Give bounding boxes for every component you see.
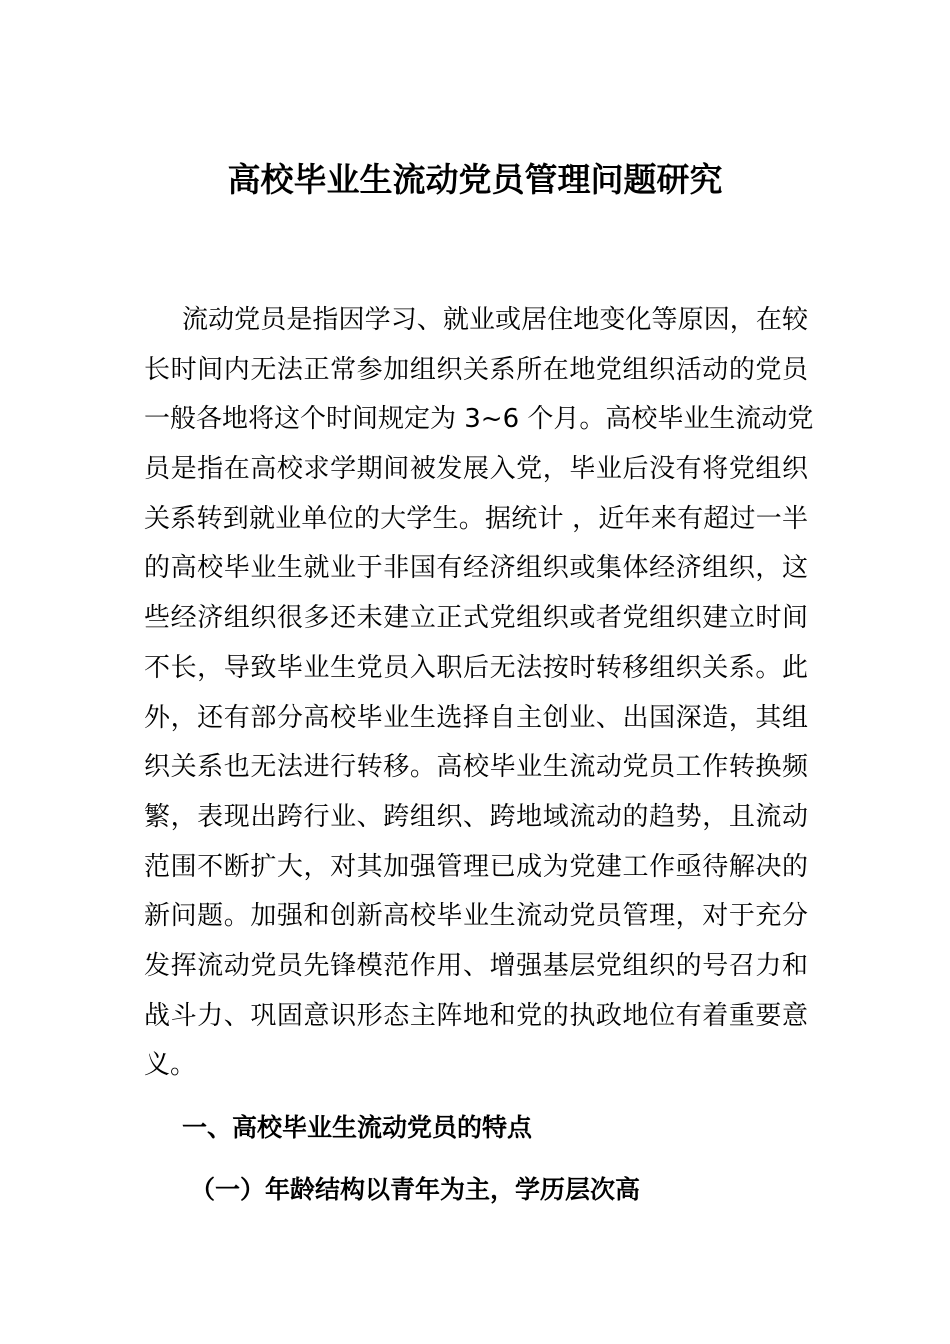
paragraph-line: 外，还有部分高校毕业生选择自主创业、出国深造，其组 <box>144 702 808 733</box>
paragraph-line: 不长，导致毕业生党员入职后无法按时转移组织关系。此 <box>144 652 808 683</box>
paragraph-line: 范围不断扩大，对其加强管理已成为党建工作亟待解决的 <box>144 851 808 882</box>
paragraph-line: 长时间内无法正常参加组织关系所在地党组织活动的党员 <box>144 354 808 385</box>
paragraph-line: 发挥流动党员先锋模范作用、增强基层党组织的号召力和 <box>144 950 808 981</box>
document-title: 高校毕业生流动党员管理问题研究 <box>227 160 723 199</box>
paragraph-line: 繁，表现出跨行业、跨组织、跨地域流动的趋势，且流动 <box>144 801 808 832</box>
paragraph-line: 战斗力、巩固意识形态主阵地和党的执政地位有着重要意 <box>144 1000 808 1031</box>
paragraph-line: 员是指在高校求学期间被发展入党，毕业后没有将党组织 <box>144 454 808 485</box>
paragraph-line: 义。 <box>144 1050 197 1081</box>
paragraph-line: 关系转到就业单位的大学生。据统计 ，近年来有超过一半 <box>144 503 808 534</box>
paragraph-line: 织关系也无法进行转移。高校毕业生流动党员工作转换频 <box>144 752 808 783</box>
paragraph-line: 流动党员是指因学习、就业或居住地变化等原因，在较 <box>182 305 808 335</box>
section-heading: 一、高校毕业生流动党员的特点 <box>182 1113 533 1142</box>
paragraph-line: 的高校毕业生就业于非国有经济组织或集体经济组织，这 <box>144 553 808 584</box>
paragraph-line: 新问题。加强和创新高校毕业生流动党员管理，对于充分 <box>144 901 808 932</box>
paragraph-line: 些经济组织很多还未建立正式党组织或者党组织建立时间 <box>144 603 808 634</box>
intro-paragraph <box>144 296 814 1091</box>
subsection-heading: （一）年龄结构以青年为主，学历层次高 <box>190 1175 641 1204</box>
paragraph-line: 一般各地将这个时间规定为 3~6 个月。高校毕业生流动党 <box>144 404 814 435</box>
